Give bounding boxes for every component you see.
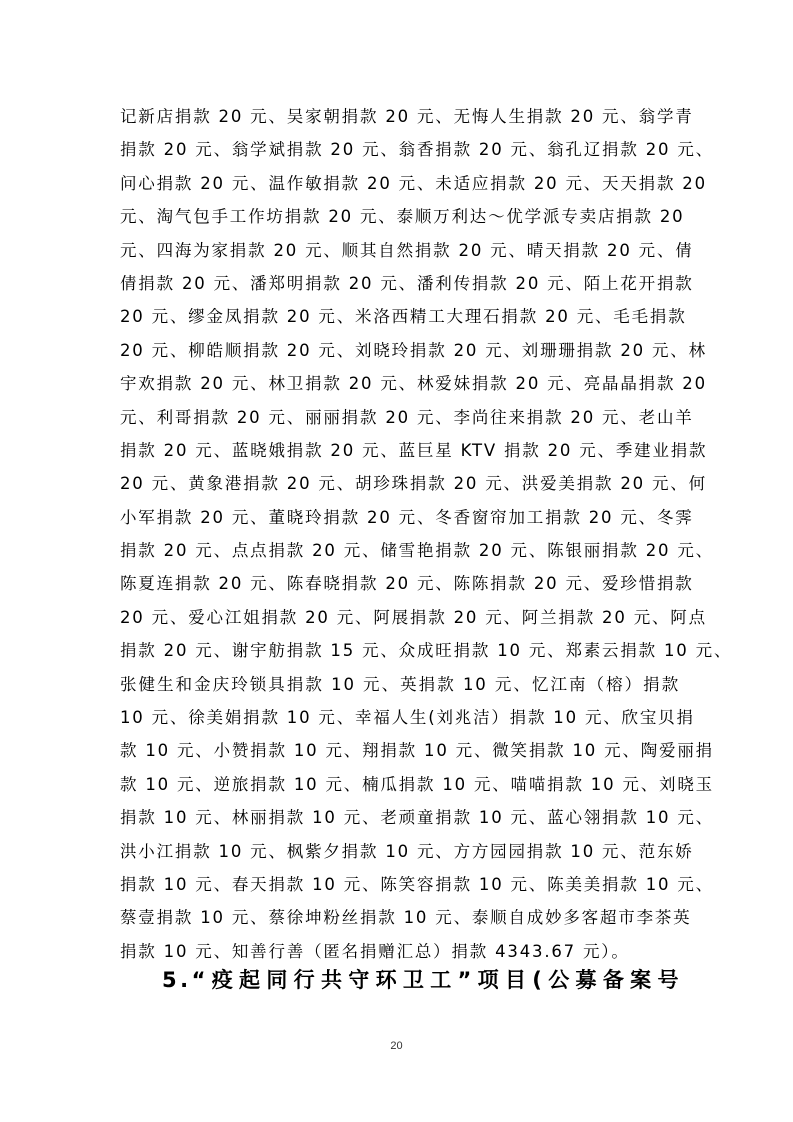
body-line: 陈夏连捐款 20 元、陈春晓捐款 20 元、陈陈捐款 20 元、爱珍惜捐款 bbox=[120, 574, 694, 594]
section-heading: 5.“疫起同行共守环卫工”项目(公募备案号 bbox=[162, 968, 682, 992]
body-line: 问心捐款 20 元、温作敏捐款 20 元、未适应捐款 20 元、天天捐款 20 bbox=[120, 173, 707, 193]
donation-list-body bbox=[120, 100, 733, 968]
body-line-last: 捐款 10 元、知善行善（匿名捐赠汇总）捐款 4343.67 元）。 bbox=[120, 941, 630, 961]
body-line: 宇欢捐款 20 元、林卫捐款 20 元、林爱妹捐款 20 元、亮晶晶捐款 20 bbox=[120, 374, 707, 394]
body-line: 捐款 10 元、林丽捐款 10 元、老顽童捐款 10 元、蓝心翎捐款 10 元、 bbox=[120, 808, 714, 828]
body-line: 款 10 元、逆旅捐款 10 元、楠瓜捐款 10 元、喵喵捐款 10 元、刘晓玉 bbox=[120, 774, 714, 794]
body-line: 元、淘气包手工作坊捐款 20 元、泰顺万利达～优学派专卖店捐款 20 bbox=[120, 207, 685, 227]
body-line: 洪小江捐款 10 元、枫紫夕捐款 10 元、方方园园捐款 10 元、范东娇 bbox=[120, 841, 694, 861]
body-line: 捐款 20 元、蓝晓娥捐款 20 元、蓝巨星 KTV 捐款 20 元、季建业捐款 bbox=[120, 440, 708, 460]
page-number: 20 bbox=[390, 1040, 403, 1052]
body-line: 倩捐款 20 元、潘郑明捐款 20 元、潘利传捐款 20 元、陌上花开捐款 bbox=[120, 273, 694, 293]
body-line: 张健生和金庆玲锁具捐款 10 元、英捐款 10 元、忆江南（榕）捐款 bbox=[120, 674, 680, 694]
body-line: 款 10 元、小赞捐款 10 元、翔捐款 10 元、微笑捐款 10 元、陶爱丽捐 bbox=[120, 741, 714, 761]
body-line: 元、利哥捐款 20 元、丽丽捐款 20 元、李尚往来捐款 20 元、老山羊 bbox=[120, 407, 694, 427]
body-line: 蔡壹捐款 10 元、蔡徐坤粉丝捐款 10 元、泰顺自成妙多客超市李茶英 bbox=[120, 908, 692, 928]
body-line: 20 元、柳皓顺捐款 20 元、刘晓玲捐款 20 元、刘珊珊捐款 20 元、林 bbox=[120, 340, 707, 360]
body-line: 20 元、黄象港捐款 20 元、胡珍珠捐款 20 元、洪爱美捐款 20 元、何 bbox=[120, 474, 707, 494]
body-line: 20 元、缪金凤捐款 20 元、米洛西精工大理石捐款 20 元、毛毛捐款 bbox=[120, 307, 687, 327]
body-line: 小军捐款 20 元、董晓玲捐款 20 元、冬香窗帘加工捐款 20 元、冬霁 bbox=[120, 507, 694, 527]
body-line: 记新店捐款 20 元、吴家朝捐款 20 元、无悔人生捐款 20 元、翁学青 bbox=[120, 107, 694, 126]
body-line: 捐款 20 元、谢宇舫捐款 15 元、众成旺捐款 10 元、郑素云捐款 10 元、 bbox=[120, 641, 733, 661]
body-line: 捐款 20 元、翁学斌捐款 20 元、翁香捐款 20 元、翁孔辽捐款 20 元、 bbox=[120, 140, 714, 160]
body-line: 20 元、爱心江姐捐款 20 元、阿展捐款 20 元、阿兰捐款 20 元、阿点 bbox=[120, 607, 707, 627]
body-line: 捐款 20 元、点点捐款 20 元、储雪艳捐款 20 元、陈银丽捐款 20 元、 bbox=[120, 541, 714, 561]
body-line: 元、四海为家捐款 20 元、顺其自然捐款 20 元、晴天捐款 20 元、倩 bbox=[120, 240, 694, 260]
body-line: 10 元、徐美娟捐款 10 元、幸福人生(刘兆洁）捐款 10 元、欣宝贝捐 bbox=[120, 708, 695, 728]
body-line: 捐款 10 元、春天捐款 10 元、陈笑容捐款 10 元、陈美美捐款 10 元、 bbox=[120, 874, 714, 894]
